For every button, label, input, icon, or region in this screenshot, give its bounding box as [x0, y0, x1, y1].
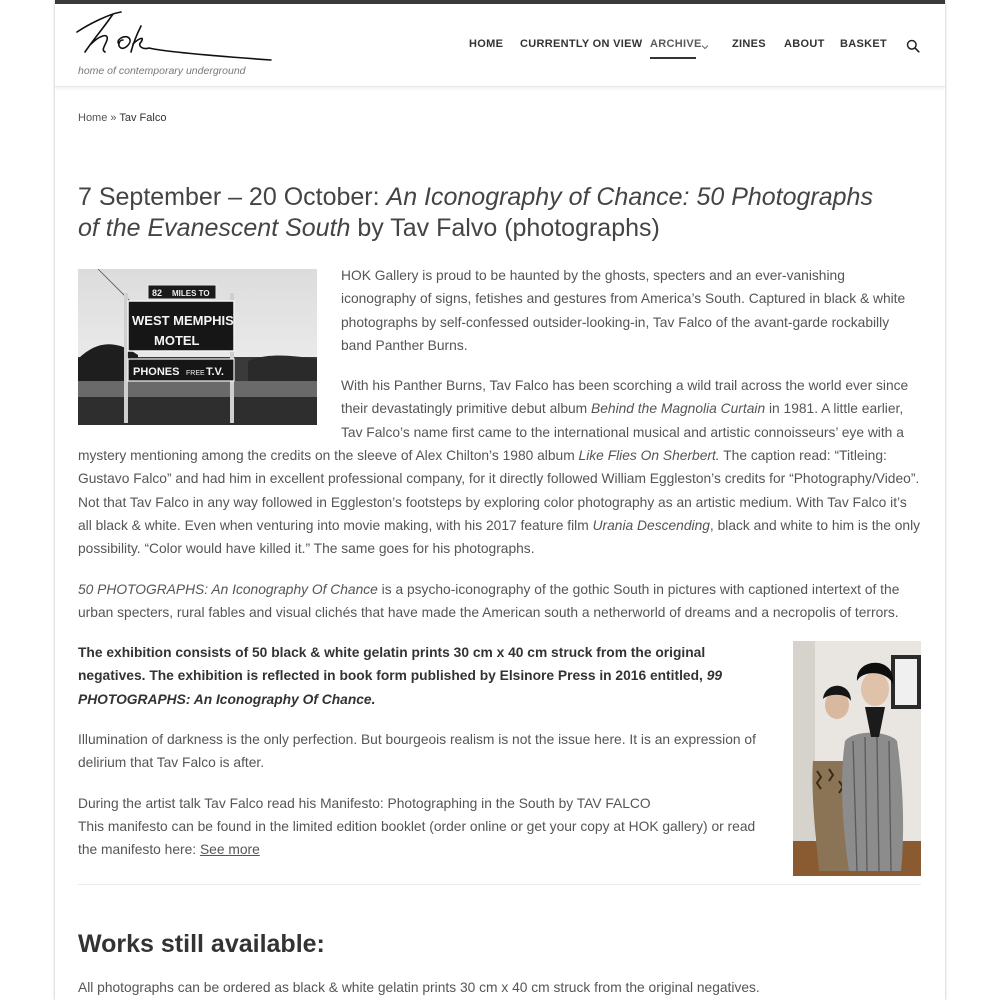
manifesto-line-2: This manifesto can be found in the limited edition booklet (order online or get your copy at HOK gallery) or read the manifesto here: [78, 818, 756, 858]
page-title [78, 182, 898, 244]
manifesto-line-1: During the artist talk Tav Falco read his Manifesto: Photographing in the South by TAV FALCO [78, 795, 651, 811]
chevron-down-icon[interactable] [700, 42, 710, 52]
title-dates: 7 September – 20 October: [78, 183, 387, 211]
book-title-99-photographs: 99 PHOTOGRAPHS: An Iconography Of Chance. [78, 668, 723, 707]
p2-text-c: in 1981. A little earlier, Tav Falco’s name first came to the international musical and artistic connoisseurs’ eye with a mystery mentioning among the credits on the sleeve of Alex Chilton’s 1980 album [78, 401, 904, 464]
nav-zines[interactable]: ZINES [732, 38, 766, 50]
sign-mileage: 82 [152, 288, 163, 298]
works-description: All photographs can be ordered as black & white gelatin prints 30 cm x 40 cm struck from the original negatives. [78, 980, 760, 995]
nav-basket[interactable]: BASKET [840, 38, 888, 50]
title-exhibition: An Iconography of Chance: 50 Photographs of the Evanescent South [78, 183, 873, 242]
nav-active-underline [650, 57, 696, 59]
article-body [78, 264, 921, 884]
film-title-urania: Urania Descending [592, 517, 710, 533]
search-icon[interactable] [906, 39, 920, 53]
nav-about[interactable]: ABOUT [784, 38, 825, 50]
psycho-iconography-paragraph [78, 578, 921, 625]
album-title-magnolia: Behind the Magnolia Curtain [591, 401, 766, 417]
sign-free: FREE [186, 370, 205, 377]
breadcrumb-current: Tav Falco [119, 112, 167, 124]
p2-text-a: With his Panther Burns, Tav Falco has been scorching a wild trail across the world ever since their devastatingly primitive debut album [341, 378, 909, 417]
p2-text-g: , black and white to him is the only possibility. “Color would have killed it.” The same goes for his photographs. [78, 517, 921, 557]
breadcrumb-separator: » [107, 112, 120, 124]
main-nav [55, 38, 945, 58]
site-header [55, 4, 945, 87]
sign-miles-to: MILES TO [172, 289, 210, 298]
sign-tv: T.V. [206, 366, 224, 378]
album-title-sherbert: Like Flies On Sherbert. [578, 448, 720, 464]
see-more-link[interactable]: See more [199, 842, 260, 858]
breadcrumb-home[interactable]: Home [78, 112, 108, 124]
p2-text-e: The caption read: “Titleing: Gustavo Falco” and had him in excellent professional company, for it directly followed William Eggleston’s credits for “Photography/Video”. Not that Tav Falco in any way followed in Eggleston’s footsteps by exploring color photography as an artistic medium. With Tav Falco it’s all black & white. Even when venturing into movie making, with his 2017 feature film [78, 448, 920, 533]
p3-text-b: is a psycho-iconography of the gothic South in pictures with captioned intertext of the urban specters, rural fables and visual clichés that have made the American south a netherworld of dreams and a necropolis of terrors. [78, 581, 900, 620]
west-memphis-motel-photo[interactable] [78, 269, 317, 425]
site-tagline: home of contemporary underground [78, 65, 246, 77]
sign-west-memphis: WEST MEMPHIS [132, 313, 234, 328]
title-suffix: by Tav Falvo (photographs) [350, 214, 660, 242]
breadcrumb [78, 112, 166, 124]
works-heading: Works still available: [78, 930, 325, 958]
sign-phones: PHONES [133, 366, 180, 378]
book-title-50-photographs: 50 PHOTOGRAPHS: An Iconography Of Chance [78, 581, 378, 597]
p4-text-a: The exhibition consists of 50 black & white gelatin prints 30 cm x 40 cm struck from the original negatives. The exhibition is reflected in book form published by Elsinore Press in 2016 entitled, [78, 645, 707, 684]
page-container [55, 0, 945, 1000]
sign-motel: MOTEL [154, 333, 200, 348]
illumination-paragraph: Illumination of darkness is the only perfection. But bourgeois realism is not the issue here. It is an expression of delirium that Tav Falco is after. [78, 732, 756, 771]
nav-archive[interactable]: ARCHIVE [650, 38, 702, 50]
nav-home[interactable]: HOME [469, 38, 504, 50]
nav-currently-on-view[interactable]: CURRENTLY ON VIEW [520, 38, 643, 50]
section-divider [78, 884, 921, 885]
intro-paragraph: HOK Gallery is proud to be haunted by the ghosts, specters and an ever-vanishing iconography of signs, fetishes and gestures from America’s South. Captured in black & white photographs by self-confessed outsider-looking-in, Tav Falco of the avant-garde rockabilly band Panther Burns. [341, 268, 906, 353]
tav-falco-portrait-photo[interactable] [793, 641, 921, 876]
